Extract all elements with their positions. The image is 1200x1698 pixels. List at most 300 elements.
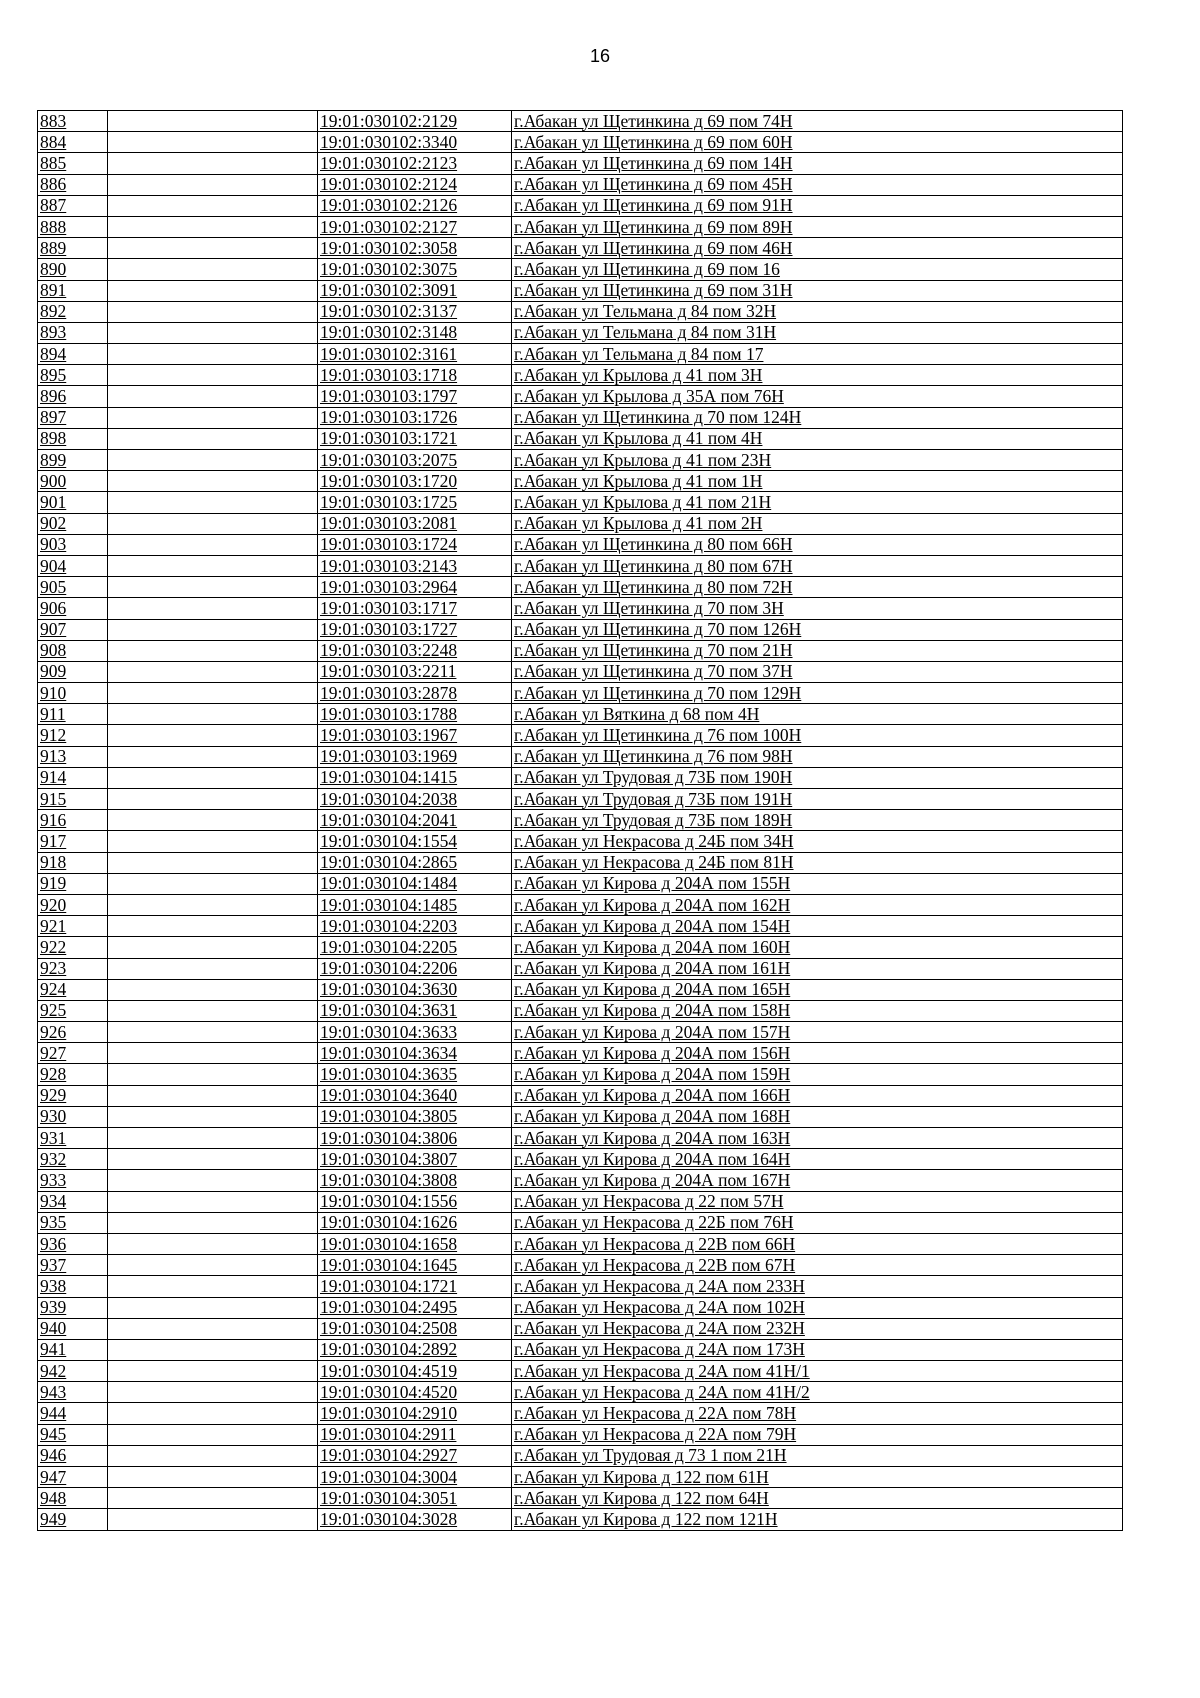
table-row — [38, 640, 1123, 661]
cadastral-number-cell: 19:01:030104:2041 — [318, 810, 512, 831]
empty-cell — [108, 937, 318, 958]
cadastral-number-cell: 19:01:030104:1645 — [318, 1255, 512, 1276]
address-cell: г.Абакан ул Крылова д 41 пом 4Н — [512, 428, 1123, 449]
row-number-cell: 923 — [38, 958, 108, 979]
address-cell: г.Абакан ул Некрасова д 24А пом 41Н/1 — [512, 1361, 1123, 1382]
cadastral-number-cell: 19:01:030104:2865 — [318, 852, 512, 873]
table-row — [38, 534, 1123, 555]
address-cell: г.Абакан ул Щетинкина д 69 пом 60Н — [512, 132, 1123, 153]
cadastral-number-cell: 19:01:030102:2126 — [318, 195, 512, 216]
cadastral-number-cell: 19:01:030104:1484 — [318, 873, 512, 894]
table-row — [38, 1064, 1123, 1085]
row-number-cell: 911 — [38, 704, 108, 725]
address-cell: г.Абакан ул Трудовая д 73 1 пом 21Н — [512, 1445, 1123, 1466]
table-row — [38, 259, 1123, 280]
address-cell: г.Абакан ул Кирова д 204А пом 162Н — [512, 894, 1123, 915]
row-number-cell: 936 — [38, 1233, 108, 1254]
empty-cell — [108, 1212, 318, 1233]
row-number-cell: 931 — [38, 1128, 108, 1149]
empty-cell — [108, 174, 318, 195]
table-row — [38, 195, 1123, 216]
row-number-cell: 899 — [38, 450, 108, 471]
cadastral-number-cell: 19:01:030104:3807 — [318, 1149, 512, 1170]
table-row — [38, 174, 1123, 195]
cadastral-number-cell: 19:01:030104:1721 — [318, 1276, 512, 1297]
row-number-cell: 891 — [38, 280, 108, 301]
empty-cell — [108, 1043, 318, 1064]
table-row — [38, 492, 1123, 513]
empty-cell — [108, 958, 318, 979]
address-cell: г.Абакан ул Кирова д 204А пом 158Н — [512, 1000, 1123, 1021]
row-number-cell: 884 — [38, 132, 108, 153]
row-number-cell: 915 — [38, 789, 108, 810]
address-cell: г.Абакан ул Щетинкина д 69 пом 46Н — [512, 238, 1123, 259]
cadastral-number-cell: 19:01:030104:3806 — [318, 1128, 512, 1149]
address-cell: г.Абакан ул Некрасова д 24Б пом 34Н — [512, 831, 1123, 852]
empty-cell — [108, 492, 318, 513]
property-table — [37, 110, 1123, 1531]
address-cell: г.Абакан ул Щетинкина д 69 пом 45Н — [512, 174, 1123, 195]
row-number-cell: 928 — [38, 1064, 108, 1085]
address-cell: г.Абакан ул Кирова д 204А пом 157Н — [512, 1022, 1123, 1043]
table-row — [38, 979, 1123, 1000]
table-row — [38, 746, 1123, 767]
row-number-cell: 888 — [38, 216, 108, 237]
empty-cell — [108, 195, 318, 216]
address-cell: г.Абакан ул Щетинкина д 80 пом 66Н — [512, 534, 1123, 555]
empty-cell — [108, 280, 318, 301]
row-number-cell: 904 — [38, 555, 108, 576]
address-cell: г.Абакан ул Щетинкина д 69 пом 91Н — [512, 195, 1123, 216]
table-row — [38, 471, 1123, 492]
address-cell: г.Абакан ул Крылова д 35А пом 76Н — [512, 386, 1123, 407]
address-cell: г.Абакан ул Кирова д 122 пом 121Н — [512, 1509, 1123, 1530]
table-row — [38, 238, 1123, 259]
table-row — [38, 407, 1123, 428]
table-row — [38, 1318, 1123, 1339]
cadastral-number-cell: 19:01:030103:1721 — [318, 428, 512, 449]
empty-cell — [108, 386, 318, 407]
address-cell: г.Абакан ул Некрасова д 24А пом 232Н — [512, 1318, 1123, 1339]
table-row — [38, 1403, 1123, 1424]
address-cell: г.Абакан ул Некрасова д 22В пом 67Н — [512, 1255, 1123, 1276]
row-number-cell: 909 — [38, 661, 108, 682]
cadastral-number-cell: 19:01:030102:2129 — [318, 111, 512, 132]
empty-cell — [108, 1509, 318, 1530]
row-number-cell: 938 — [38, 1276, 108, 1297]
table-row — [38, 1255, 1123, 1276]
row-number-cell: 912 — [38, 725, 108, 746]
cadastral-number-cell: 19:01:030104:3808 — [318, 1170, 512, 1191]
row-number-cell: 948 — [38, 1488, 108, 1509]
empty-cell — [108, 789, 318, 810]
empty-cell — [108, 1488, 318, 1509]
page-number: 16 — [589, 46, 611, 66]
address-cell: г.Абакан ул Кирова д 204А пом 160Н — [512, 937, 1123, 958]
empty-cell — [108, 153, 318, 174]
empty-cell — [108, 259, 318, 280]
row-number-cell: 926 — [38, 1022, 108, 1043]
empty-cell — [108, 216, 318, 237]
empty-cell — [108, 725, 318, 746]
address-cell: г.Абакан ул Трудовая д 73Б пом 190Н — [512, 767, 1123, 788]
table-row — [38, 661, 1123, 682]
table-row — [38, 598, 1123, 619]
row-number-cell: 919 — [38, 873, 108, 894]
cadastral-number-cell: 19:01:030104:1626 — [318, 1212, 512, 1233]
address-cell: г.Абакан ул Крылова д 41 пом 2Н — [512, 513, 1123, 534]
cadastral-number-cell: 19:01:030104:1415 — [318, 767, 512, 788]
empty-cell — [108, 1064, 318, 1085]
address-cell: г.Абакан ул Крылова д 41 пом 3Н — [512, 365, 1123, 386]
address-cell: г.Абакан ул Щетинкина д 76 пом 98Н — [512, 746, 1123, 767]
table-row — [38, 216, 1123, 237]
row-number-cell: 898 — [38, 428, 108, 449]
empty-cell — [108, 640, 318, 661]
cadastral-number-cell: 19:01:030104:3051 — [318, 1488, 512, 1509]
address-cell: г.Абакан ул Щетинкина д 69 пом 16 — [512, 259, 1123, 280]
address-cell: г.Абакан ул Некрасова д 24А пом 102Н — [512, 1297, 1123, 1318]
table-row — [38, 1445, 1123, 1466]
address-cell: г.Абакан ул Щетинкина д 70 пом 37Н — [512, 661, 1123, 682]
row-number-cell: 914 — [38, 767, 108, 788]
table-row — [38, 873, 1123, 894]
address-cell: г.Абакан ул Кирова д 204А пом 155Н — [512, 873, 1123, 894]
address-cell: г.Абакан ул Кирова д 122 пом 61Н — [512, 1467, 1123, 1488]
empty-cell — [108, 831, 318, 852]
empty-cell — [108, 1233, 318, 1254]
row-number-cell: 896 — [38, 386, 108, 407]
cadastral-number-cell: 19:01:030104:3028 — [318, 1509, 512, 1530]
row-number-cell: 894 — [38, 344, 108, 365]
row-number-cell: 930 — [38, 1106, 108, 1127]
address-cell: г.Абакан ул Некрасова д 24А пом 173Н — [512, 1339, 1123, 1360]
table-row — [38, 344, 1123, 365]
row-number-cell: 932 — [38, 1149, 108, 1170]
cadastral-number-cell: 19:01:030102:2123 — [318, 153, 512, 174]
empty-cell — [108, 111, 318, 132]
address-cell: г.Абакан ул Кирова д 204А пом 168Н — [512, 1106, 1123, 1127]
table-row — [38, 704, 1123, 725]
address-cell: г.Абакан ул Некрасова д 24А пом 233Н — [512, 1276, 1123, 1297]
cadastral-number-cell: 19:01:030102:3075 — [318, 259, 512, 280]
row-number-cell: 946 — [38, 1445, 108, 1466]
empty-cell — [108, 619, 318, 640]
table-row — [38, 1424, 1123, 1445]
table-row — [38, 1212, 1123, 1233]
empty-cell — [108, 1382, 318, 1403]
row-number-cell: 925 — [38, 1000, 108, 1021]
address-cell: г.Абакан ул Кирова д 122 пом 64Н — [512, 1488, 1123, 1509]
row-number-cell: 885 — [38, 153, 108, 174]
cadastral-number-cell: 19:01:030103:1725 — [318, 492, 512, 513]
cadastral-number-cell: 19:01:030104:3630 — [318, 979, 512, 1000]
row-number-cell: 910 — [38, 683, 108, 704]
table-row — [38, 1128, 1123, 1149]
table-row — [38, 1382, 1123, 1403]
address-cell: г.Абакан ул Кирова д 204А пом 161Н — [512, 958, 1123, 979]
address-cell: г.Абакан ул Щетинкина д 70 пом 126Н — [512, 619, 1123, 640]
empty-cell — [108, 683, 318, 704]
row-number-cell: 918 — [38, 852, 108, 873]
cadastral-number-cell: 19:01:030102:3148 — [318, 322, 512, 343]
empty-cell — [108, 428, 318, 449]
table-row — [38, 894, 1123, 915]
cadastral-number-cell: 19:01:030104:2206 — [318, 958, 512, 979]
table-row — [38, 322, 1123, 343]
table-row — [38, 301, 1123, 322]
address-cell: г.Абакан ул Щетинкина д 70 пом 129Н — [512, 683, 1123, 704]
row-number-cell: 924 — [38, 979, 108, 1000]
table-row — [38, 810, 1123, 831]
empty-cell — [108, 979, 318, 1000]
empty-cell — [108, 1297, 318, 1318]
cadastral-number-cell: 19:01:030104:2892 — [318, 1339, 512, 1360]
address-cell: г.Абакан ул Крылова д 41 пом 23Н — [512, 450, 1123, 471]
address-cell: г.Абакан ул Кирова д 204А пом 167Н — [512, 1170, 1123, 1191]
address-cell: г.Абакан ул Кирова д 204А пом 163Н — [512, 1128, 1123, 1149]
empty-cell — [108, 534, 318, 555]
row-number-cell: 927 — [38, 1043, 108, 1064]
cadastral-number-cell: 19:01:030102:3161 — [318, 344, 512, 365]
row-number-cell: 935 — [38, 1212, 108, 1233]
cadastral-number-cell: 19:01:030102:3340 — [318, 132, 512, 153]
row-number-cell: 893 — [38, 322, 108, 343]
row-number-cell: 906 — [38, 598, 108, 619]
empty-cell — [108, 555, 318, 576]
row-number-cell: 890 — [38, 259, 108, 280]
empty-cell — [108, 471, 318, 492]
address-cell: г.Абакан ул Кирова д 204А пом 154Н — [512, 916, 1123, 937]
row-number-cell: 887 — [38, 195, 108, 216]
table-row — [38, 1276, 1123, 1297]
row-number-cell: 895 — [38, 365, 108, 386]
cadastral-number-cell: 19:01:030103:2143 — [318, 555, 512, 576]
address-cell: г.Абакан ул Тельмана д 84 пом 17 — [512, 344, 1123, 365]
empty-cell — [108, 1191, 318, 1212]
table-row — [38, 428, 1123, 449]
cadastral-number-cell: 19:01:030103:2248 — [318, 640, 512, 661]
address-cell: г.Абакан ул Кирова д 204А пом 156Н — [512, 1043, 1123, 1064]
empty-cell — [108, 704, 318, 725]
empty-cell — [108, 1445, 318, 1466]
table-row — [38, 958, 1123, 979]
row-number-cell: 939 — [38, 1297, 108, 1318]
address-cell: г.Абакан ул Некрасова д 24А пом 41Н/2 — [512, 1382, 1123, 1403]
address-cell: г.Абакан ул Щетинкина д 69 пом 89Н — [512, 216, 1123, 237]
cadastral-number-cell: 19:01:030104:3805 — [318, 1106, 512, 1127]
empty-cell — [108, 1467, 318, 1488]
empty-cell — [108, 1128, 318, 1149]
cadastral-number-cell: 19:01:030104:1658 — [318, 1233, 512, 1254]
cadastral-number-cell: 19:01:030104:3631 — [318, 1000, 512, 1021]
cadastral-number-cell: 19:01:030102:3137 — [318, 301, 512, 322]
row-number-cell: 921 — [38, 916, 108, 937]
cadastral-number-cell: 19:01:030104:2495 — [318, 1297, 512, 1318]
row-number-cell: 903 — [38, 534, 108, 555]
row-number-cell: 900 — [38, 471, 108, 492]
row-number-cell: 901 — [38, 492, 108, 513]
cadastral-number-cell: 19:01:030104:3633 — [318, 1022, 512, 1043]
row-number-cell: 916 — [38, 810, 108, 831]
table-row — [38, 280, 1123, 301]
empty-cell — [108, 1424, 318, 1445]
table-row — [38, 1170, 1123, 1191]
empty-cell — [108, 301, 318, 322]
cadastral-number-cell: 19:01:030104:2203 — [318, 916, 512, 937]
row-number-cell: 913 — [38, 746, 108, 767]
address-cell: г.Абакан ул Щетинкина д 76 пом 100Н — [512, 725, 1123, 746]
table-row — [38, 1361, 1123, 1382]
row-number-cell: 944 — [38, 1403, 108, 1424]
cadastral-number-cell: 19:01:030104:1554 — [318, 831, 512, 852]
empty-cell — [108, 1149, 318, 1170]
table-row — [38, 852, 1123, 873]
table-row — [38, 1043, 1123, 1064]
cadastral-number-cell: 19:01:030103:1717 — [318, 598, 512, 619]
empty-cell — [108, 450, 318, 471]
row-number-cell: 929 — [38, 1085, 108, 1106]
cadastral-number-cell: 19:01:030104:2927 — [318, 1445, 512, 1466]
address-cell: г.Абакан ул Крылова д 41 пом 21Н — [512, 492, 1123, 513]
address-cell: г.Абакан ул Щетинкина д 80 пом 67Н — [512, 555, 1123, 576]
table-row — [38, 619, 1123, 640]
empty-cell — [108, 916, 318, 937]
empty-cell — [108, 1318, 318, 1339]
empty-cell — [108, 344, 318, 365]
cadastral-number-cell: 19:01:030102:3091 — [318, 280, 512, 301]
empty-cell — [108, 322, 318, 343]
cadastral-number-cell: 19:01:030104:3635 — [318, 1064, 512, 1085]
address-cell: г.Абакан ул Щетинкина д 70 пом 124Н — [512, 407, 1123, 428]
row-number-cell: 902 — [38, 513, 108, 534]
cadastral-number-cell: 19:01:030103:1788 — [318, 704, 512, 725]
empty-cell — [108, 746, 318, 767]
empty-cell — [108, 894, 318, 915]
address-cell: г.Абакан ул Тельмана д 84 пом 31Н — [512, 322, 1123, 343]
table-row — [38, 767, 1123, 788]
cadastral-number-cell: 19:01:030104:1556 — [318, 1191, 512, 1212]
table-row — [38, 1191, 1123, 1212]
table-body — [38, 111, 1123, 1531]
table-row — [38, 1509, 1123, 1530]
address-cell: г.Абакан ул Некрасова д 22Б пом 76Н — [512, 1212, 1123, 1233]
empty-cell — [108, 1339, 318, 1360]
empty-cell — [108, 238, 318, 259]
cadastral-number-cell: 19:01:030103:1726 — [318, 407, 512, 428]
table-row — [38, 1297, 1123, 1318]
row-number-cell: 889 — [38, 238, 108, 259]
address-cell: г.Абакан ул Некрасова д 22А пом 79Н — [512, 1424, 1123, 1445]
row-number-cell: 942 — [38, 1361, 108, 1382]
cadastral-number-cell: 19:01:030103:2878 — [318, 683, 512, 704]
table-row — [38, 1149, 1123, 1170]
table-row — [38, 513, 1123, 534]
empty-cell — [108, 1255, 318, 1276]
row-number-cell: 922 — [38, 937, 108, 958]
empty-cell — [108, 767, 318, 788]
table-row — [38, 916, 1123, 937]
empty-cell — [108, 852, 318, 873]
address-cell: г.Абакан ул Кирова д 204А пом 165Н — [512, 979, 1123, 1000]
empty-cell — [108, 1106, 318, 1127]
table-row — [38, 1467, 1123, 1488]
row-number-cell: 934 — [38, 1191, 108, 1212]
address-cell: г.Абакан ул Щетинкина д 69 пом 31Н — [512, 280, 1123, 301]
empty-cell — [108, 1403, 318, 1424]
row-number-cell: 941 — [38, 1339, 108, 1360]
row-number-cell: 945 — [38, 1424, 108, 1445]
row-number-cell: 940 — [38, 1318, 108, 1339]
empty-cell — [108, 873, 318, 894]
row-number-cell: 943 — [38, 1382, 108, 1403]
cadastral-number-cell: 19:01:030102:3058 — [318, 238, 512, 259]
address-cell: г.Абакан ул Кирова д 204А пом 166Н — [512, 1085, 1123, 1106]
cadastral-number-cell: 19:01:030104:3634 — [318, 1043, 512, 1064]
table-row — [38, 1488, 1123, 1509]
table-row — [38, 111, 1123, 132]
address-cell: г.Абакан ул Некрасова д 22 пом 57Н — [512, 1191, 1123, 1212]
cadastral-number-cell: 19:01:030103:1727 — [318, 619, 512, 640]
cadastral-number-cell: 19:01:030104:4520 — [318, 1382, 512, 1403]
cadastral-number-cell: 19:01:030103:1718 — [318, 365, 512, 386]
table-row — [38, 937, 1123, 958]
empty-cell — [108, 661, 318, 682]
row-number-cell: 883 — [38, 111, 108, 132]
empty-cell — [108, 407, 318, 428]
cadastral-number-cell: 19:01:030104:3640 — [318, 1085, 512, 1106]
table-row — [38, 555, 1123, 576]
cadastral-number-cell: 19:01:030104:2911 — [318, 1424, 512, 1445]
cadastral-number-cell: 19:01:030103:2964 — [318, 577, 512, 598]
table-row — [38, 683, 1123, 704]
empty-cell — [108, 1000, 318, 1021]
address-cell: г.Абакан ул Щетинкина д 80 пом 72Н — [512, 577, 1123, 598]
table-row — [38, 789, 1123, 810]
row-number-cell: 897 — [38, 407, 108, 428]
cadastral-number-cell: 19:01:030103:2075 — [318, 450, 512, 471]
cadastral-number-cell: 19:01:030102:2127 — [318, 216, 512, 237]
table-row — [38, 1233, 1123, 1254]
empty-cell — [108, 513, 318, 534]
table-row — [38, 725, 1123, 746]
row-number-cell: 947 — [38, 1467, 108, 1488]
address-cell: г.Абакан ул Крылова д 41 пом 1Н — [512, 471, 1123, 492]
cadastral-number-cell: 19:01:030102:2124 — [318, 174, 512, 195]
table-row — [38, 1022, 1123, 1043]
address-cell: г.Абакан ул Некрасова д 22В пом 66Н — [512, 1233, 1123, 1254]
address-cell: г.Абакан ул Трудовая д 73Б пом 191Н — [512, 789, 1123, 810]
address-cell: г.Абакан ул Щетинкина д 69 пом 74Н — [512, 111, 1123, 132]
table-row — [38, 1000, 1123, 1021]
table-row — [38, 831, 1123, 852]
address-cell: г.Абакан ул Щетинкина д 69 пом 14Н — [512, 153, 1123, 174]
cadastral-number-cell: 19:01:030104:3004 — [318, 1467, 512, 1488]
row-number-cell: 905 — [38, 577, 108, 598]
table-row — [38, 132, 1123, 153]
cadastral-number-cell: 19:01:030103:1724 — [318, 534, 512, 555]
row-number-cell: 892 — [38, 301, 108, 322]
cadastral-number-cell: 19:01:030103:1967 — [318, 725, 512, 746]
cadastral-number-cell: 19:01:030103:1797 — [318, 386, 512, 407]
table-row — [38, 450, 1123, 471]
empty-cell — [108, 598, 318, 619]
row-number-cell: 907 — [38, 619, 108, 640]
empty-cell — [108, 132, 318, 153]
row-number-cell: 920 — [38, 894, 108, 915]
address-cell: г.Абакан ул Трудовая д 73Б пом 189Н — [512, 810, 1123, 831]
cadastral-number-cell: 19:01:030103:1720 — [318, 471, 512, 492]
